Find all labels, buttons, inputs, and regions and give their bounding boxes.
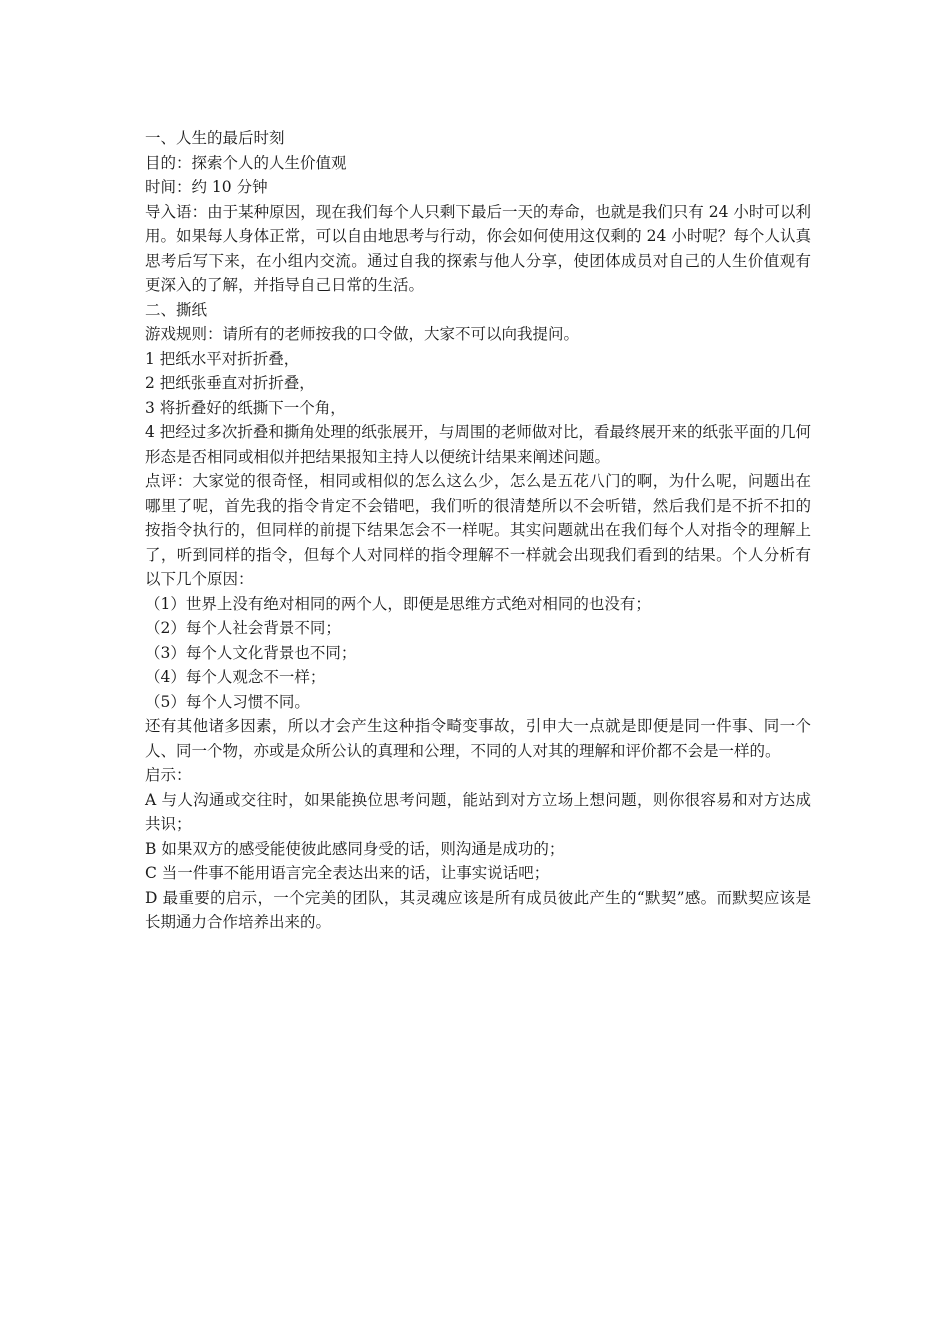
step-item: 2 把纸张垂直对折折叠， [145,374,315,392]
step-item: 1 把纸水平对折折叠， [145,349,300,368]
purpose-line: 目的：探索个人的人生价值观 [145,153,347,172]
time-line: 时间：约 10 分钟 [145,178,268,196]
game-rules: 游戏规则：请所有的老师按我的口令做，大家不可以向我提问。 [145,325,580,343]
section-1-heading: 一、人生的最后时刻 [145,129,285,147]
other-factors-paragraph: 还有其他诸多因素，所以才会产生这种指令畸变事故，引申大一点就是即便是同一件事、同一个人、同一个物，亦或是众所公认的真理和公理，不同的人对其的理解和评价都不会是一样的。 [145,717,811,760]
section-2-heading: 二、撕纸 [145,300,208,319]
insight-heading: 启示： [145,766,192,784]
reason-item: （1）世界上没有绝对相同的两个人，即便是思维方式绝对相同的也没有； [145,594,651,613]
reason-item: （4）每个人观念不一样； [145,668,326,686]
comment-paragraph: 点评：大家觉的很奇怪，相同或相似的怎么这么少，怎么是五花八门的啊，为什么呢，问题出在哪里了呢，首先我的指令肯定不会错吧，我们听的很清楚所以不会听错，然后我们是不折不扣的按指令执行的，但同样的前提下结果怎会不一样呢。其实问题就出在我们每个人对指令的理解上了，听到同样的指令，但每个人对同样的指令理解不一样就会出现我们看到的结果。个人分析有以下几个原因： [145,472,811,588]
document-page [145,126,811,935]
insight-item: D 最重要的启示，一个完美的团队，其灵魂应该是所有成员彼此产生的“默契”感。而默契应该是长期通力合作培养出来的。 [145,888,811,931]
intro-paragraph: 导入语：由于某种原因，现在我们每个人只剩下最后一天的寿命，也就是我们只有 24 小时可以利用。如果每人身体正常，可以自由地思考与行动，你会如何使用这仅剩的 24 小时呢？每个人认真思考后写下来，在小组内交流。通过自我的探索与他人分享，使团体成员对自己的人生价值观有更深入的了解，并指导自己日常的生活。 [145,202,811,294]
step-item: 4 把经过多次折叠和撕角处理的纸张展开，与周围的老师做对比，看最终展开来的纸张平面的几何形态是否相同或相似并把结果报知主持人以便统计结果来阐述问题。 [145,423,811,466]
step-item: 3 将折叠好的纸撕下一个角， [145,398,346,417]
reason-item: （2）每个人社会背景不同； [145,619,341,637]
reason-item: （5）每个人习惯不同。 [145,692,310,711]
insight-item: C 当一件事不能用语言完全表达出来的话，让事实说话吧； [145,864,550,882]
reason-item: （3）每个人文化背景也不同； [145,643,357,662]
insight-item: B 如果双方的感受能使彼此感同身受的话，则沟通是成功的； [145,839,565,858]
insight-item: A 与人沟通或交往时，如果能换位思考问题，能站到对方立场上想问题，则你很容易和对方达成共识； [145,790,811,833]
